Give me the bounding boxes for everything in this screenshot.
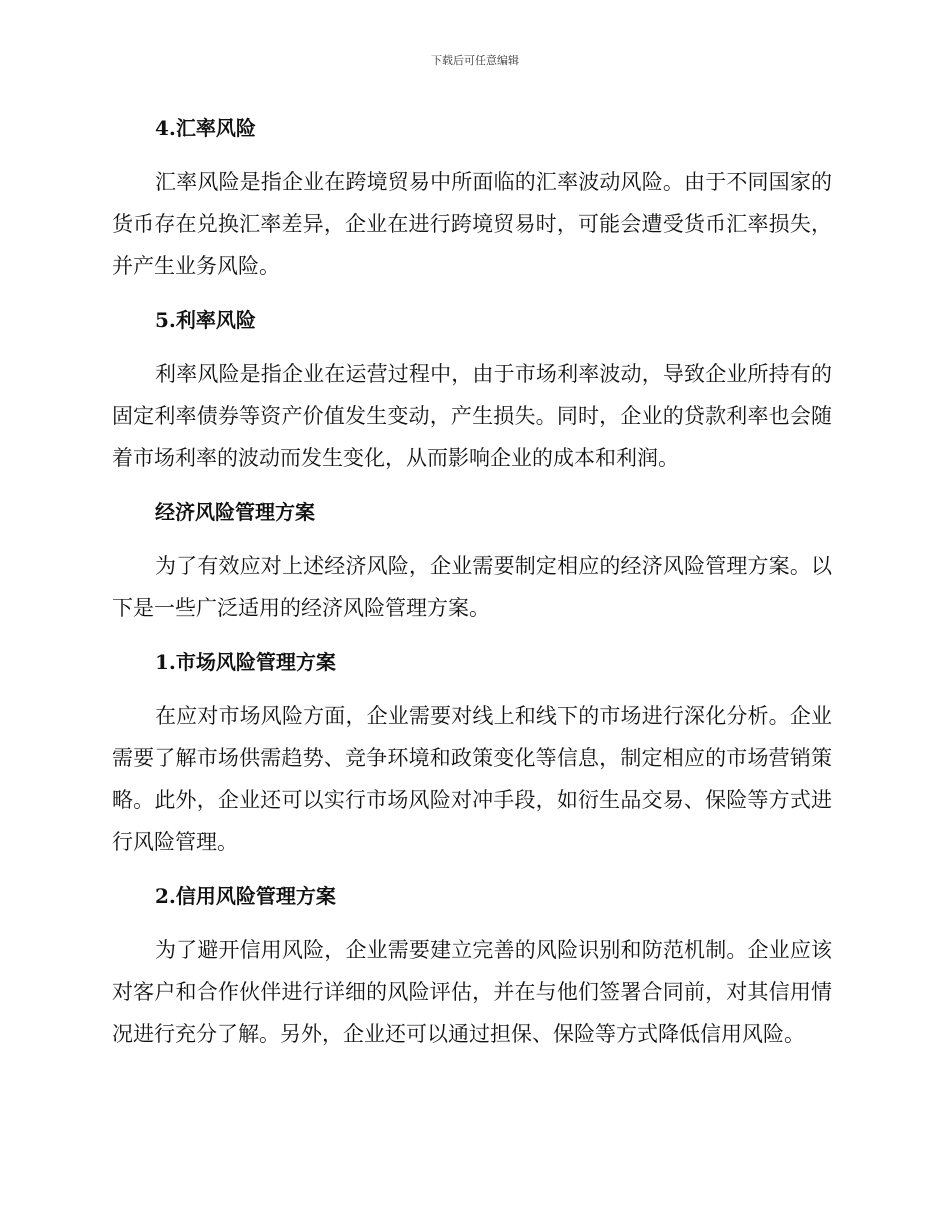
section-heading-market-risk-management: 1.市场风险管理方案 (155, 650, 336, 674)
section-heading-interest-rate-risk: 5.利率风险 (155, 308, 256, 332)
paragraph-credit-risk-management: 为了避开信用风险，企业需要建立完善的风险识别和防范机制。企业应该对客户和合作伙伴进行详细的风险评估，并在与他们签署合同前，对其信用情况进行充分了解。另外，企业还可以通过担保、保险等方式降低信用风险。 (112, 938, 832, 1046)
page-header: 下载后可任意编辑 (431, 54, 519, 67)
section-heading-exchange-rate-risk: 4.汇率风险 (155, 116, 256, 140)
paragraph-exchange-rate-risk: 汇率风险是指企业在跨境贸易中所面临的汇率波动风险。由于不同国家的货币存在兑换汇率差异，企业在进行跨境贸易时，可能会遭受货币汇率损失，并产生业务风险。 (112, 170, 832, 278)
section-heading-credit-risk-management: 2.信用风险管理方案 (155, 884, 336, 908)
section-heading-economic-risk-management: 经济风险管理方案 (155, 500, 315, 524)
paragraph-market-risk-management: 在应对市场风险方面，企业需要对线上和线下的市场进行深化分析。企业需要了解市场供需趋势、竞争环境和政策变化等信息，制定相应的市场营销策略。此外，企业还可以实行市场风险对冲手段，如衍生品交易、保险等方式进行风险管理。 (112, 704, 832, 854)
paragraph-interest-rate-risk: 利率风险是指企业在运营过程中，由于市场利率波动，导致企业所持有的固定利率债券等资产价值发生变动，产生损失。同时，企业的贷款利率也会随着市场利率的波动而发生变化，从而影响企业的成本和利润。 (112, 362, 832, 470)
document-body (112, 108, 832, 1068)
paragraph-economic-risk-management: 为了有效应对上述经济风险，企业需要制定相应的经济风险管理方案。以下是一些广泛适用的经济风险管理方案。 (112, 554, 832, 620)
